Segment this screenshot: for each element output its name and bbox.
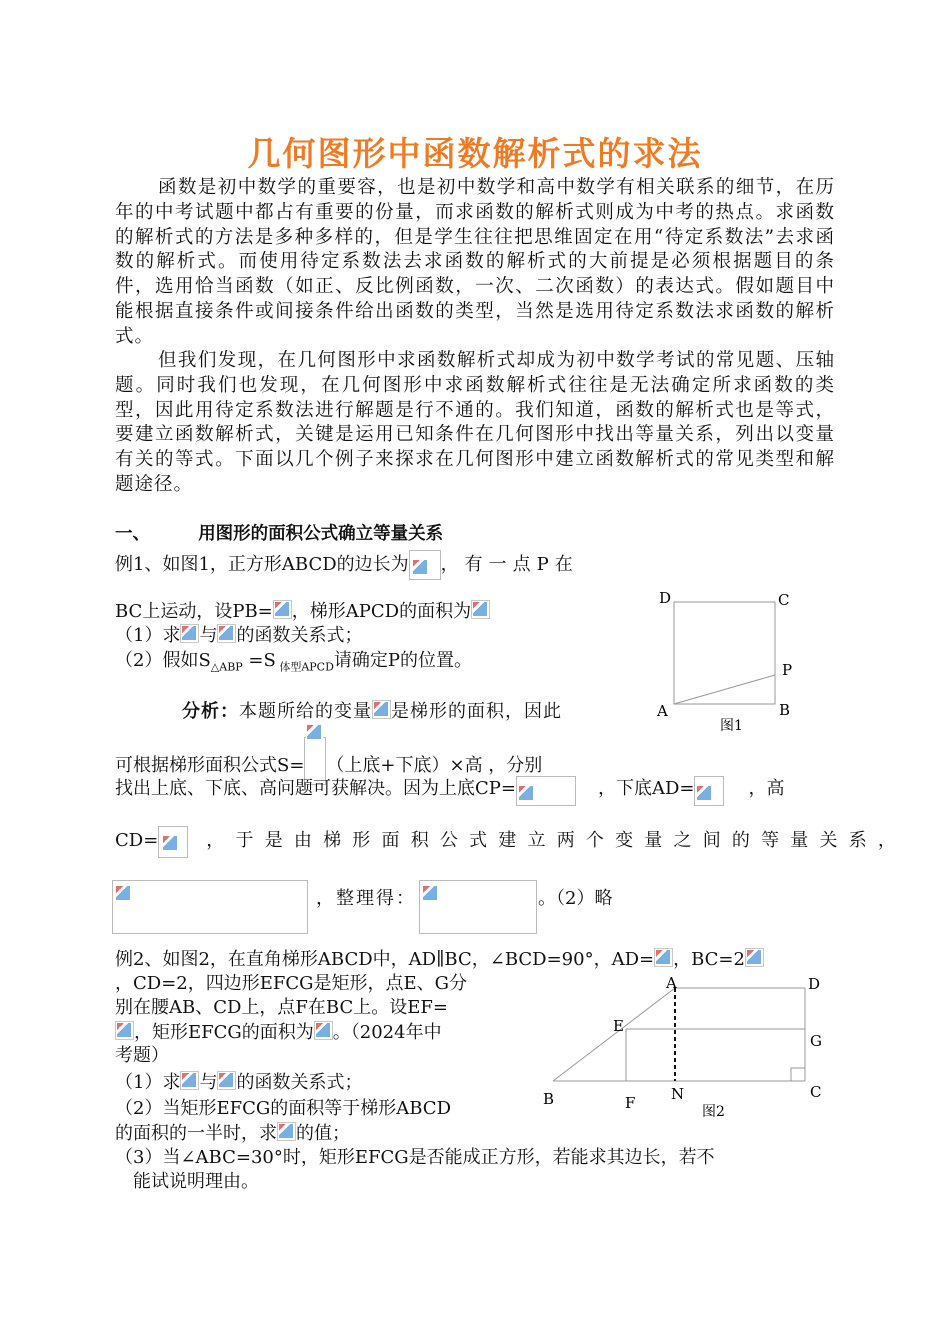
example2-question2b: 的面积的一半时，求 的值； (115, 1123, 350, 1144)
section-title: 用图形的面积公式确立等量关系 (198, 524, 444, 544)
intro-paragraph-1: 函数是初中数学的重要容，也是初中数学和高中数学有相关联系的细节，在历年的中考试题中都占有重要的份量，而求函数的解析式则成为中考的热点。求函数的解析式的方法是多种多样的，但是学生往往把思维固定在用“待定系数法”去求函数的解析式。而使用待定系数法去求函数的解析式的大前提是必须根据题目的条件，选用恰当函数（如正、反比例函数，一次、二次函数）的表达式。假如题目中能根据直接条件或间接条件给出函数的类型，当然是选用待定系数法求函数的解析式。 (115, 177, 835, 347)
analysis-line4: CD= ，于是由梯形面积公式建立两个变量之间的等量关系， (115, 826, 907, 858)
label-b: B (543, 1090, 555, 1108)
label-c: C (778, 591, 790, 609)
right-angle-mark (791, 1068, 805, 1081)
formula-image-icon (654, 948, 673, 967)
label-a: A (666, 974, 677, 992)
label-b: B (779, 701, 791, 719)
label-c: C (810, 1083, 822, 1101)
analysis-line3: 找出上底、下底、高问题可获解决。因为上底CP= ，下底AD= ，高 (115, 776, 784, 806)
analysis-line5a: ，整理得： (316, 888, 416, 909)
example2-question2: （2）当矩形EFCG的面积等于梯形ABCD (115, 1098, 451, 1119)
formula-image-icon (518, 785, 535, 802)
formula-image-icon (180, 1071, 199, 1090)
formula-image-icon (162, 835, 179, 852)
label-d: D (659, 589, 672, 607)
formula-image-icon (422, 885, 439, 902)
analysis-label: 分析： (182, 701, 239, 722)
label-p: P (782, 661, 793, 679)
analysis-line1: 分析：本题所给的变量 是梯形的面积，因此 (182, 701, 562, 722)
example2-line5: 考题） (115, 1045, 169, 1066)
square-abcd (674, 602, 775, 704)
label-g: G (810, 1032, 822, 1050)
formula-image-icon (745, 948, 764, 967)
formula-image-icon (696, 785, 713, 802)
formula-image-icon (412, 559, 429, 576)
label-e: E (613, 1017, 624, 1035)
example2-question1: （1）求 与 的函数关系式； (115, 1072, 363, 1093)
label-a: A (657, 702, 668, 720)
example1-question1: （1）求 与 的函数关系式； (115, 625, 363, 646)
example2-line4: ，矩形EFCG的面积为 。（2024年中 (115, 1021, 442, 1044)
example1-line2: BC上运动，设PB= ，梯形APCD的面积为 (115, 600, 490, 623)
formula-image-icon (217, 1071, 236, 1090)
page-title: 几何图形中函数解析式的求法 (247, 134, 703, 173)
example2-question3: （3）当∠ABC=30°时，矩形EFCG是否能成正方形，若能求其边长，若不 (115, 1147, 715, 1168)
formula-image-icon (372, 700, 391, 719)
formula-image-icon (471, 600, 490, 619)
analysis-line5b: 。（2）略 (538, 888, 613, 909)
figure-2 (535, 968, 835, 1128)
example2-line3: 别在腰AB、CD上，点F在BC上。设EF= (115, 997, 448, 1018)
example2-question3b: 能试说明理由。 (133, 1171, 259, 1192)
formula-image-icon (306, 724, 323, 741)
analysis-line2: 可根据梯形面积公式S= （上底+下底）×高 ，分别 (115, 737, 542, 785)
label-d: D (808, 975, 821, 993)
intro-paragraph-2: 但我们发现，在几何图形中求函数解析式却成为初中数学考试的常见题、压轴题。同时我们也发现，在几何图形中求函数解析式往往是无法确定所求函数的类型，因此用待定系数法进行解题是行不通的。我们知道，函数的解析式也是等式，要建立函数解析式，关键是运用已知条件在几何图形中找出等量关系，列出以变量有关的等式。下面以几个例子来探求在几何图形中建立函数解析式的常见类型和解题途径。 (115, 350, 835, 495)
example2-line2: ，CD=2，四边形EFCG是矩形，点E、G分 (115, 973, 468, 994)
figure-1 (650, 585, 810, 745)
section-heading (115, 523, 443, 545)
example2-line1: 例2、如图2，在直角梯形ABCD中，AD∥BC，∠BCD=90°，AD= ，BC=2 (115, 948, 764, 971)
example1-question2: （2）假如$S_{\triangle ABP} =S$ $_{体型APCD}$请确定P的位置。 (115, 650, 473, 674)
formula-image-icon (273, 600, 292, 619)
example1-line1: 例1、如图1，正方形ABCD的边长为 ，有一点P在 (115, 550, 579, 580)
formula-box-equation (112, 880, 308, 934)
formula-image-icon (217, 624, 236, 643)
segment-ap (674, 675, 775, 704)
formula-image-icon (180, 624, 199, 643)
section-number: 一、 (115, 524, 150, 544)
label-f: F (625, 1094, 636, 1112)
formula-image-icon (277, 1122, 296, 1141)
label-n: N (671, 1085, 685, 1103)
formula-image-icon (115, 1021, 134, 1040)
figure2-caption: 图2 (702, 1104, 725, 1120)
formula-image-icon (115, 885, 132, 902)
formula-image-icon (314, 1021, 333, 1040)
figure1-caption: 图1 (720, 718, 743, 734)
formula-box-result (419, 880, 537, 934)
